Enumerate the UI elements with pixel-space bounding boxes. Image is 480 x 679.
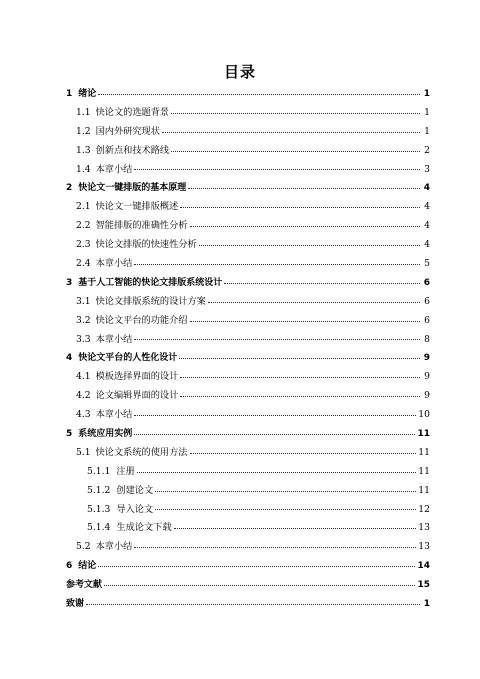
toc-entry-page-number: 6 (423, 277, 430, 288)
toc-entry-title: 快论文平台的人性化设计 (78, 353, 178, 364)
toc-entry-level-2[interactable] (66, 123, 430, 142)
toc-entry-number: 1.1 (76, 106, 91, 118)
toc-entry-page-number: 5 (424, 258, 430, 270)
toc-entry-page-number: 11 (418, 446, 430, 458)
dot-leader (98, 566, 415, 567)
dot-leader (171, 113, 420, 114)
toc-entry-title: 导入论文 (116, 503, 154, 515)
dot-leader (179, 358, 420, 359)
dot-leader (134, 169, 420, 170)
toc-entry-title: 快论文排版的快速性分析 (95, 239, 197, 251)
dot-leader (190, 453, 417, 454)
toc-entry-page-number: 13 (418, 522, 430, 534)
dot-leader (98, 94, 420, 95)
toc-entry-page-number: 12 (418, 503, 430, 515)
toc-entry-number: 4.3 (76, 409, 91, 421)
toc-entry-number: 4.2 (76, 390, 91, 402)
dot-leader (104, 585, 415, 586)
dot-leader (134, 415, 416, 416)
dot-leader (134, 264, 420, 265)
toc-entry-number: 2.3 (76, 239, 91, 251)
toc-entry-level-2[interactable] (66, 387, 430, 406)
toc-entry-title: 快论文一键排版的基本原理 (78, 183, 187, 194)
toc-entry-level-2[interactable] (66, 236, 430, 255)
toc-entry-number: 2.4 (76, 258, 91, 270)
toc-entry-page-number: 4 (423, 183, 430, 194)
toc-entry-number: 1 (66, 89, 73, 99)
toc-entry-level-2[interactable] (66, 198, 430, 217)
toc-entry-number: 5 (66, 429, 73, 440)
toc-entry-title: 论文编辑界面的设计 (95, 390, 179, 402)
toc-entry-page-number: 1 (424, 125, 430, 137)
toc-entry-level-3[interactable] (66, 463, 430, 482)
toc-entry-title: 系统应用实例 (78, 429, 133, 440)
toc-entry-level-1[interactable] (66, 179, 430, 198)
toc-entry-title: 生成论文下载 (116, 522, 172, 534)
dot-leader (180, 207, 420, 208)
toc-entry-page-number: 13 (418, 541, 430, 553)
dot-leader (190, 226, 421, 227)
toc-entry-page-number: 11 (418, 465, 430, 477)
dot-leader (134, 339, 420, 340)
dot-leader (188, 188, 420, 189)
dot-leader (174, 528, 417, 529)
toc-entry-level-1[interactable] (66, 425, 430, 444)
toc-entry-level-2[interactable] (66, 142, 430, 161)
dot-leader (155, 491, 416, 492)
toc-entry-level-3[interactable] (66, 501, 430, 520)
toc-entry-number: 2 (66, 183, 73, 194)
toc-entry-number: 1.4 (76, 163, 91, 175)
toc-entry-number: 4.1 (76, 371, 91, 383)
toc-entry-number: 3 (66, 277, 73, 288)
toc-entry-page-number: 4 (424, 239, 430, 251)
toc-entry-title: 创建论文 (116, 484, 154, 496)
toc-entry-page-number: 14 (417, 561, 430, 572)
dot-leader (171, 151, 420, 152)
toc-entry-level-2[interactable] (66, 255, 430, 274)
toc-entry-page-number: 15 (417, 580, 430, 591)
toc-entry-title: 参考文献 (66, 580, 103, 591)
toc-entry-title: 结论 (78, 561, 97, 572)
toc-entry-page-number: 4 (424, 220, 430, 232)
toc-entry-level-2[interactable] (66, 444, 430, 463)
toc-entry-title: 致谢 (66, 599, 85, 610)
toc-entry-page-number: 1 (424, 106, 430, 118)
toc-entry-title: 快论文系统的使用方法 (95, 446, 188, 458)
toc-entry-number: 2.2 (76, 220, 91, 232)
toc-entry-title: 国内外研究现状 (95, 125, 160, 137)
dot-leader (134, 547, 416, 548)
dot-leader (180, 396, 420, 397)
toc-entry-number: 3.3 (76, 333, 91, 345)
toc-entry-page-number: 10 (418, 409, 430, 421)
toc-entry-page-number: 4 (424, 201, 430, 213)
toc-entry-number: 2.1 (76, 201, 91, 213)
toc-entry-level-1[interactable] (66, 349, 430, 368)
dot-leader (86, 604, 420, 605)
dot-leader (134, 434, 415, 435)
toc-entry-number: 6 (66, 561, 73, 572)
toc-entry-level-1[interactable] (66, 274, 430, 293)
toc-entry-level-2[interactable] (66, 331, 430, 350)
toc-entry-page-number: 3 (424, 163, 430, 175)
toc-entry-title: 创新点和技术路线 (95, 144, 170, 156)
toc-entry-page-number: 9 (423, 353, 430, 364)
toc-entry-level-1[interactable] (66, 557, 430, 576)
toc-entry-page-number: 6 (424, 314, 430, 326)
toc-entry-page-number: 11 (417, 429, 430, 440)
toc-entry-page-number: 6 (424, 295, 430, 307)
toc-entry-number: 5.1.2 (87, 484, 111, 496)
dot-leader (199, 245, 420, 246)
toc-entry-title: 本章小结 (95, 333, 133, 345)
toc-entry-title: 基于人工智能的快论文排版系统设计 (78, 277, 223, 288)
toc-entry-number: 5.1.4 (87, 522, 111, 534)
dot-leader (208, 302, 420, 303)
toc-entry-page-number: 9 (424, 371, 430, 383)
toc-entry-page-number: 1 (423, 89, 430, 99)
dot-leader (137, 472, 417, 473)
toc-entry-title: 绪论 (78, 89, 97, 99)
toc-entry-number: 3.2 (76, 314, 91, 326)
toc-entry-number: 5.1 (76, 446, 91, 458)
toc-entry-title: 注册 (116, 465, 135, 477)
toc-entry-title: 本章小结 (95, 163, 133, 175)
toc-entry-level-2[interactable] (66, 293, 430, 312)
toc-entry-page-number: 11 (418, 484, 430, 496)
toc-entry-number: 5.1.1 (87, 465, 111, 477)
table-of-contents (66, 85, 430, 614)
toc-entry-title: 本章小结 (95, 541, 133, 553)
toc-entry-level-2[interactable] (66, 217, 430, 236)
toc-entry-level-1[interactable] (66, 576, 430, 595)
toc-entry-title: 本章小结 (95, 258, 133, 270)
dot-leader (190, 321, 421, 322)
toc-entry-title: 快论文排版系统的设计方案 (95, 295, 206, 307)
toc-entry-title: 智能排版的准确性分析 (95, 220, 188, 232)
dot-leader (224, 283, 420, 284)
toc-entry-level-2[interactable] (66, 538, 430, 557)
dot-leader (180, 377, 420, 378)
toc-entry-title: 本章小结 (95, 409, 133, 421)
toc-entry-number: 3.1 (76, 295, 91, 307)
dot-leader (162, 132, 420, 133)
toc-entry-title: 快论文平台的功能介绍 (95, 314, 188, 326)
toc-entry-title: 快论文的选题背景 (95, 106, 170, 118)
toc-entry-level-3[interactable] (66, 482, 430, 501)
toc-entry-level-2[interactable] (66, 104, 430, 123)
page-title: 目录 (223, 63, 256, 81)
toc-entry-number: 5.1.3 (87, 503, 111, 515)
toc-entry-title: 模板选择界面的设计 (95, 371, 179, 383)
toc-entry-level-2[interactable] (66, 312, 430, 331)
toc-entry-level-2[interactable] (66, 406, 430, 425)
toc-entry-number: 1.2 (76, 125, 91, 137)
toc-entry-level-1[interactable] (66, 85, 430, 104)
toc-entry-page-number: 8 (424, 333, 430, 345)
toc-entry-level-2[interactable] (66, 161, 430, 180)
toc-entry-number: 4 (66, 353, 73, 364)
toc-entry-page-number: 2 (424, 144, 430, 156)
toc-entry-number: 5.2 (76, 541, 91, 553)
dot-leader (155, 509, 416, 510)
toc-entry-level-3[interactable] (66, 519, 430, 538)
toc-entry-page-number: 1 (423, 599, 430, 610)
toc-entry-page-number: 9 (424, 390, 430, 402)
toc-entry-number: 1.3 (76, 144, 91, 156)
toc-entry-level-1[interactable] (66, 595, 430, 614)
toc-entry-level-2[interactable] (66, 368, 430, 387)
toc-entry-title: 快论文一键排版概述 (95, 201, 179, 213)
